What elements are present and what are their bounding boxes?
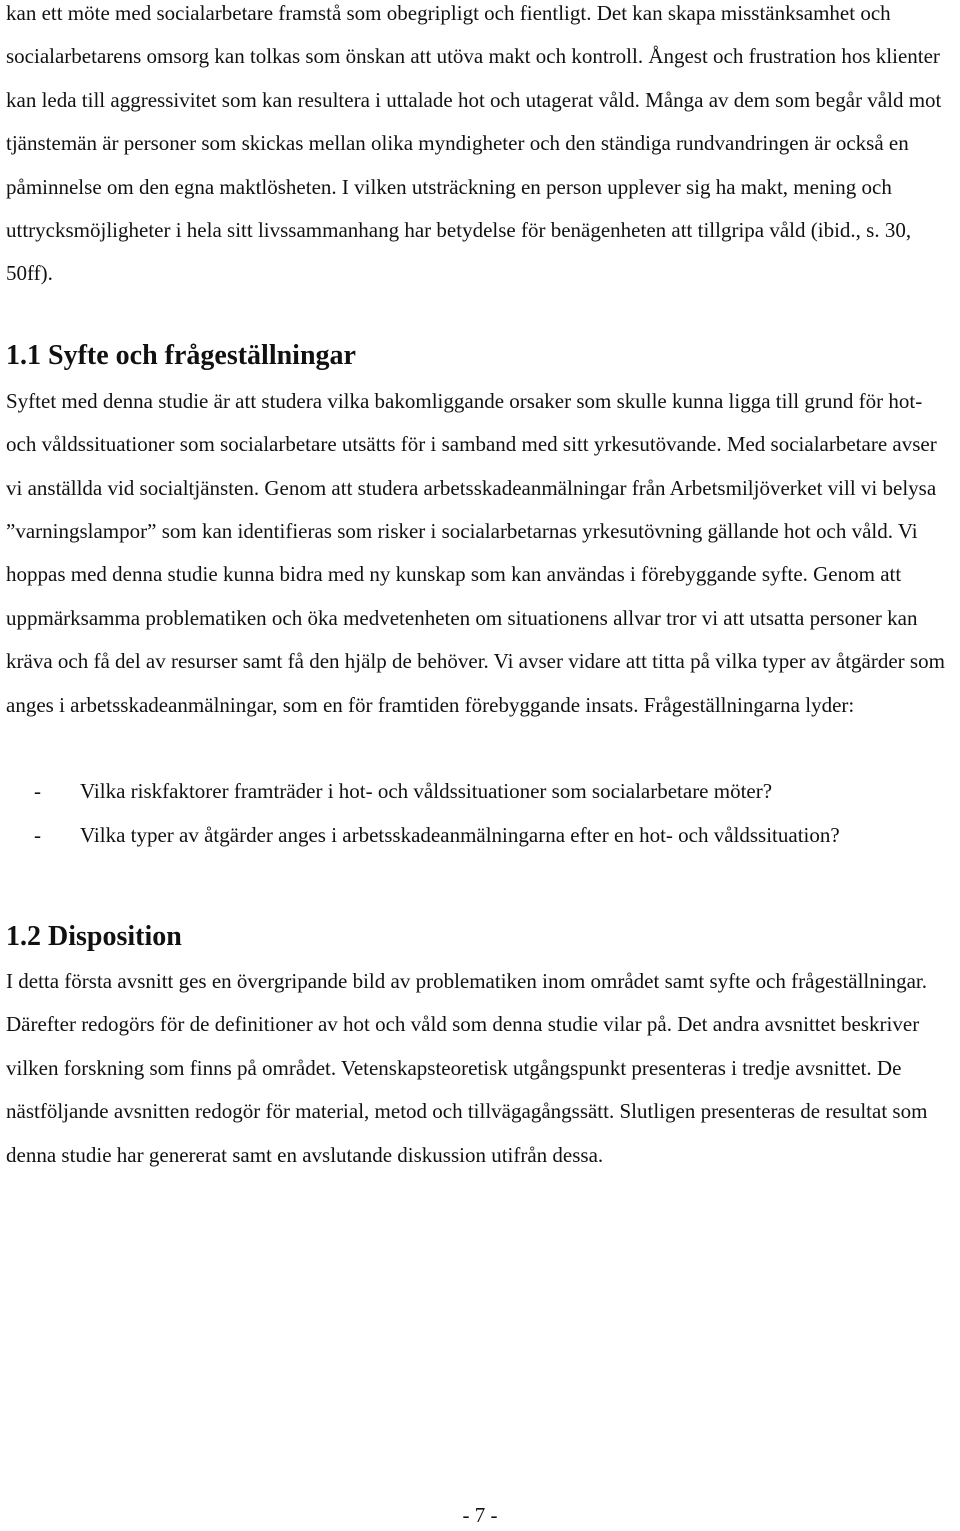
list-dash: -: [34, 779, 41, 804]
disposition-paragraph: I detta första avsnitt ges en övergripande bild av problematiken inom området samt syfte och frågeställningar. Därefter redogörs för de definitioner av hot och våld som denna studie vilar på. Det andra avsnittet beskriver vilken forskning som finns på området. Vetenskapsteoretisk utgångspunkt presenteras i tredje avsnittet. De nästföljande avsnitten redogör för material, metod och tillvägagångssätt. Slutligen presenteras de resultat som denna studie har genererat samt en avslutande diskussion utifrån dessa.: [6, 968, 928, 1167]
section-heading-syfte: 1.1 Syfte och frågeställningar: [6, 339, 356, 371]
list-item: [6, 814, 956, 857]
document-page: [6, 0, 956, 1177]
research-questions-list: [6, 770, 956, 857]
section-heading-disposition: 1.2 Disposition: [6, 920, 182, 952]
intro-paragraph: kan ett möte med socialarbetare framstå som obegripligt och fientligt. Det kan skapa misstänksamhet och socialarbetarens omsorg kan tolkas som önskan att utöva makt och kontroll. Ångest och frustration hos klienter kan leda till aggressivitet som kan resultera i uttalade hot och utagerat våld. Många av dem som begår våld mot tjänstemän är personer som skickas mellan olika myndigheter och den ständiga rundvandringen är också en påminnelse om den egna maktlösheten. I vilken utsträckning en person upplever sig ha makt, mening och uttrycksmöjligheter i hela sitt livssammanhang har betydelse för benägenheten att tillgripa våld (ibid., s. 30, 50ff).: [6, 1, 942, 286]
question-text: Vilka riskfaktorer framträder i hot- och våldssituationer som socialarbetare möter?: [80, 779, 773, 804]
list-item: [6, 770, 956, 813]
list-dash: -: [34, 822, 41, 847]
page-number: - 7 -: [462, 1503, 498, 1527]
question-text: Vilka typer av åtgärder anges i arbetsskadeanmälningarna efter en hot- och våldssituation?: [80, 822, 840, 847]
syfte-paragraph: Syftet med denna studie är att studera vilka bakomliggande orsaker som skulle kunna ligga till grund för hot- och våldssituationer som socialarbetare utsätts för i samband med sitt yrkesutövande. Med socialarbetare avser vi anställda vid socialtjänsten. Genom att studera arbetsskadeanmälningar från Arbetsmiljöverket vill vi belysa ”varningslampor” som kan identifieras som risker i socialarbetarnas yrkesutövning gällande hot och våld. Vi hoppas med denna studie kunna bidra med ny kunskap som kan användas i förebyggande syfte. Genom att uppmärksamma problematiken och öka medvetenheten om situationens allvar tror vi att utsatta personer kan kräva och få del av resurser samt få den hjälp de behöver. Vi avser vidare att titta på vilka typer av åtgärder som anges i arbetsskadeanmälningar, som en för framtiden förebyggande insats. Frågeställningarna lyder:: [6, 388, 945, 717]
